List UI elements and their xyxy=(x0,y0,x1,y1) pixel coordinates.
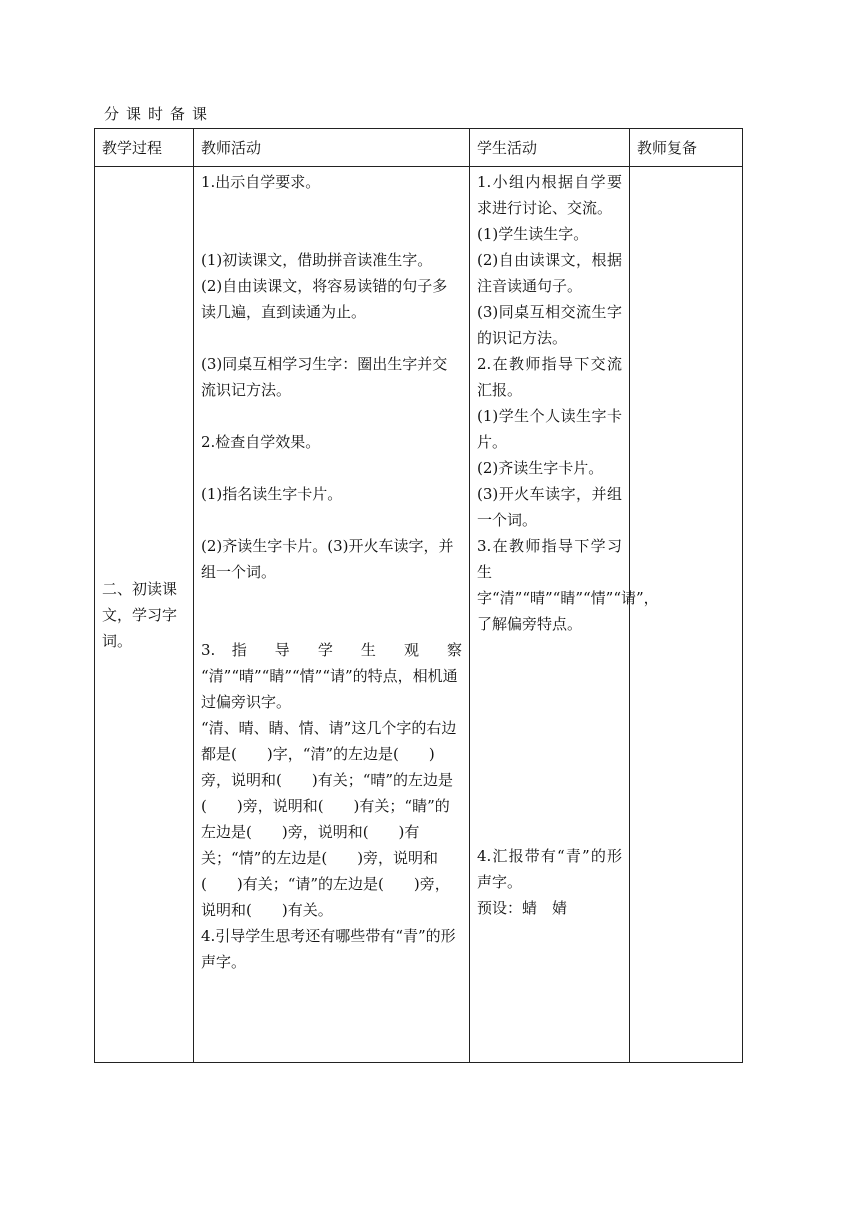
student-step-1-2: (2)自由读课文，根据注音读通句子。 xyxy=(477,251,622,295)
table-header-row xyxy=(95,129,743,167)
student-step-2-2: (2)齐读生字卡片。 xyxy=(477,459,604,477)
student-step-4: 4.汇报带有“青”的形声字。 xyxy=(477,847,622,891)
student-step-1: 1.小组内根据自学要求进行讨论、交流。 xyxy=(477,173,622,217)
student-step-3: 3.在教师指导下学习生字“清”“晴”“睛”“情”“请”，了解偏旁特点。 xyxy=(477,537,659,633)
teacher-activity-cell xyxy=(194,167,470,1063)
header-process: 教学过程 xyxy=(95,129,194,167)
teacher-step-3-desc: “清”“晴”“睛”“情”“请”的特点，相机通过偏旁识字。 xyxy=(201,667,458,711)
teacher-step-2-2: (2)齐读生字卡片。(3)开火车读字，并组一个词。 xyxy=(201,537,454,581)
teacher-step-1: 1.出示自学要求。 xyxy=(201,173,321,191)
student-step-2: 2.在教师指导下交流汇报。 xyxy=(477,355,622,399)
student-step-2-1: (1)学生个人读生字卡片。 xyxy=(477,407,622,451)
student-step-2-3: (3)开火车读字，并组一个词。 xyxy=(477,485,622,529)
teacher-step-1-3: (3)同桌互相学习生字：圈出生字并交流识记方法。 xyxy=(201,355,448,399)
header-student-activity: 学生活动 xyxy=(470,129,630,167)
teacher-step-2-1: (1)指名读生字卡片。 xyxy=(201,485,343,503)
teacher-step-2: 2.检查自学效果。 xyxy=(201,433,321,451)
lesson-plan-table xyxy=(94,128,743,1063)
process-stage-text: 二、初读课文，学习字词。 xyxy=(102,579,178,650)
student-activity-cell xyxy=(470,167,659,1063)
header-teacher-review: 教师复备 xyxy=(630,129,743,167)
teacher-review-cell xyxy=(630,167,743,1063)
header-teacher-activity: 教师活动 xyxy=(194,129,470,167)
process-stage-cell xyxy=(95,167,194,1063)
student-preset: 预设：蜻 婧 xyxy=(477,899,568,917)
teacher-step-1-1: (1)初读课文，借助拼音读准生字。 xyxy=(201,251,433,269)
teacher-step-4: 4.引导学生思考还有哪些带有“青”的形声字。 xyxy=(201,927,456,971)
student-step-1-1: (1)学生读生字。 xyxy=(477,225,589,243)
table-row xyxy=(95,167,743,1063)
page-heading: 分课时备课 xyxy=(104,105,215,123)
teacher-step-3-title: 3. 指 导 学 生 观 察 xyxy=(201,641,462,659)
teacher-fill-blank-exercise: “清、晴、睛、情、请”这几个字的右边都是( )字，“清”的左边是( )旁，说明和( )有关；“晴”的左边是( )旁，说明和( )有关；“睛”的左边是( )旁，说明和( )有关；“情”的左边是( )旁，说明和( )有关；“请”的左边是( )旁，说明和( )有关。 xyxy=(201,719,457,919)
student-step-1-3: (3)同桌互相交流生字的识记方法。 xyxy=(477,303,622,347)
teacher-step-1-2: (2)自由读课文，将容易读错的句子多读几遍，直到读通为止。 xyxy=(201,277,448,321)
